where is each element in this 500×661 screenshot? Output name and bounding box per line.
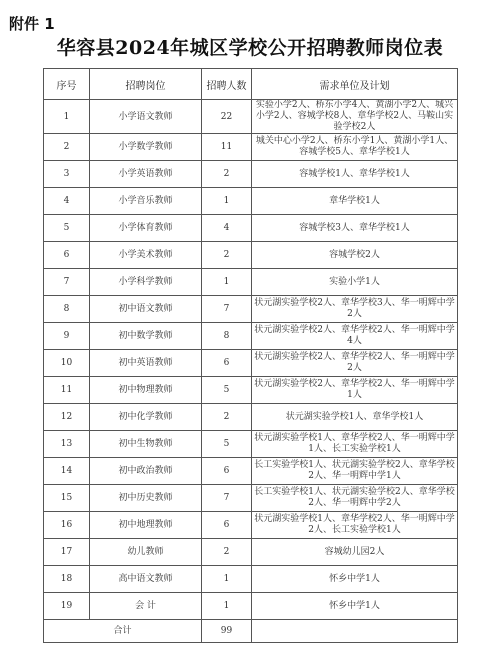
cell-demand: 长工实验学校1人、状元湖实验学校2人、章华学校2人、华一明辉中学1人 xyxy=(252,458,458,485)
cell-demand: 状元湖实验学校2人、章华学校3人、华一明辉中学2人 xyxy=(252,296,458,323)
cell-count: 7 xyxy=(202,485,252,512)
cell-demand: 怀乡中学1人 xyxy=(252,566,458,593)
cell-count: 1 xyxy=(202,566,252,593)
cell-no: 14 xyxy=(44,458,90,485)
cell-no: 18 xyxy=(44,566,90,593)
total-label: 合计 xyxy=(44,620,202,643)
cell-no: 4 xyxy=(44,188,90,215)
table-row xyxy=(44,323,458,350)
cell-post: 小学音乐教师 xyxy=(90,188,202,215)
table-row xyxy=(44,485,458,512)
cell-count: 4 xyxy=(202,215,252,242)
cell-no: 16 xyxy=(44,512,90,539)
cell-demand: 状元湖实验学校2人、章华学校2人、华一明辉中学4人 xyxy=(252,323,458,350)
cell-post: 会 计 xyxy=(90,593,202,620)
cell-demand: 容城学校1人、章华学校1人 xyxy=(252,161,458,188)
cell-count: 1 xyxy=(202,593,252,620)
cell-count: 5 xyxy=(202,377,252,404)
cell-no: 2 xyxy=(44,134,90,161)
cell-post: 初中生物教师 xyxy=(90,431,202,458)
table-row xyxy=(44,242,458,269)
cell-post: 小学语文教师 xyxy=(90,100,202,134)
cell-count: 6 xyxy=(202,512,252,539)
cell-post: 初中化学教师 xyxy=(90,404,202,431)
cell-count: 2 xyxy=(202,404,252,431)
cell-no: 3 xyxy=(44,161,90,188)
cell-no: 10 xyxy=(44,350,90,377)
table-body xyxy=(44,100,458,643)
cell-post: 小学科学教师 xyxy=(90,269,202,296)
cell-no: 8 xyxy=(44,296,90,323)
cell-count: 2 xyxy=(202,539,252,566)
cell-count: 8 xyxy=(202,323,252,350)
header-count: 招聘人数 xyxy=(202,69,252,100)
cell-demand: 容城学校3人、章华学校1人 xyxy=(252,215,458,242)
cell-no: 12 xyxy=(44,404,90,431)
cell-no: 9 xyxy=(44,323,90,350)
table-row xyxy=(44,377,458,404)
table-row xyxy=(44,512,458,539)
header-post: 招聘岗位 xyxy=(90,69,202,100)
cell-demand: 容城幼儿园2人 xyxy=(252,539,458,566)
cell-demand: 实验小学2人、桥东小学4人、黄湖小学2人、城兴小学2人、容城学校8人、章华学校2人、马鞍山实验学校2人 xyxy=(252,100,458,134)
cell-post: 小学数学教师 xyxy=(90,134,202,161)
cell-post: 小学英语教师 xyxy=(90,161,202,188)
table-header-row xyxy=(44,69,458,100)
cell-count: 6 xyxy=(202,458,252,485)
cell-count: 2 xyxy=(202,242,252,269)
header-demand: 需求单位及计划 xyxy=(252,69,458,100)
cell-no: 7 xyxy=(44,269,90,296)
cell-no: 15 xyxy=(44,485,90,512)
cell-count: 7 xyxy=(202,296,252,323)
cell-demand: 城关中心小学2人、桥东小学1人、黄湖小学1人、容城学校5人、章华学校1人 xyxy=(252,134,458,161)
cell-post: 小学体育教师 xyxy=(90,215,202,242)
cell-demand: 章华学校1人 xyxy=(252,188,458,215)
cell-no: 11 xyxy=(44,377,90,404)
table-row xyxy=(44,269,458,296)
cell-count: 5 xyxy=(202,431,252,458)
table-row xyxy=(44,188,458,215)
cell-demand: 怀乡中学1人 xyxy=(252,593,458,620)
cell-post: 初中历史教师 xyxy=(90,485,202,512)
table-row xyxy=(44,404,458,431)
cell-demand: 实验小学1人 xyxy=(252,269,458,296)
table-row xyxy=(44,566,458,593)
table-row xyxy=(44,539,458,566)
table-row xyxy=(44,215,458,242)
cell-count: 11 xyxy=(202,134,252,161)
cell-post: 高中语文教师 xyxy=(90,566,202,593)
table-row xyxy=(44,593,458,620)
total-row xyxy=(44,620,458,643)
cell-no: 6 xyxy=(44,242,90,269)
cell-demand: 状元湖实验学校1人、章华学校2人、华一明辉中学1人、长工实验学校1人 xyxy=(252,431,458,458)
cell-count: 6 xyxy=(202,350,252,377)
cell-no: 1 xyxy=(44,100,90,134)
cell-demand: 长工实验学校1人、状元湖实验学校2人、章华学校2人、华一明辉中学2人 xyxy=(252,485,458,512)
table-row xyxy=(44,100,458,134)
page-title: 华容县2024年城区学校公开招聘教师岗位表 xyxy=(56,37,444,59)
attachment-label: 附件 1 xyxy=(9,15,55,33)
cell-count: 22 xyxy=(202,100,252,134)
cell-post: 初中英语教师 xyxy=(90,350,202,377)
cell-post: 初中政治教师 xyxy=(90,458,202,485)
header-no: 序号 xyxy=(44,69,90,100)
cell-demand: 状元湖实验学校1人、章华学校2人、华一明辉中学2人、长工实验学校1人 xyxy=(252,512,458,539)
cell-no: 5 xyxy=(44,215,90,242)
recruitment-table xyxy=(43,68,458,643)
total-count: 99 xyxy=(202,620,252,643)
cell-demand: 容城学校2人 xyxy=(252,242,458,269)
table-row xyxy=(44,458,458,485)
table-row xyxy=(44,134,458,161)
cell-post: 初中物理教师 xyxy=(90,377,202,404)
cell-post: 初中语文教师 xyxy=(90,296,202,323)
table-row xyxy=(44,161,458,188)
cell-post: 幼儿教师 xyxy=(90,539,202,566)
table-row xyxy=(44,350,458,377)
table-row xyxy=(44,431,458,458)
cell-no: 13 xyxy=(44,431,90,458)
table-row xyxy=(44,296,458,323)
cell-no: 19 xyxy=(44,593,90,620)
cell-post: 初中数学教师 xyxy=(90,323,202,350)
cell-demand: 状元湖实验学校2人、章华学校2人、华一明辉中学2人 xyxy=(252,350,458,377)
cell-demand: 状元湖实验学校2人、章华学校2人、华一明辉中学1人 xyxy=(252,377,458,404)
cell-post: 小学美术教师 xyxy=(90,242,202,269)
cell-no: 17 xyxy=(44,539,90,566)
cell-count: 1 xyxy=(202,188,252,215)
cell-count: 1 xyxy=(202,269,252,296)
cell-post: 初中地理教师 xyxy=(90,512,202,539)
cell-demand: 状元湖实验学校1人、章华学校1人 xyxy=(252,404,458,431)
total-demand xyxy=(252,620,458,643)
cell-count: 2 xyxy=(202,161,252,188)
